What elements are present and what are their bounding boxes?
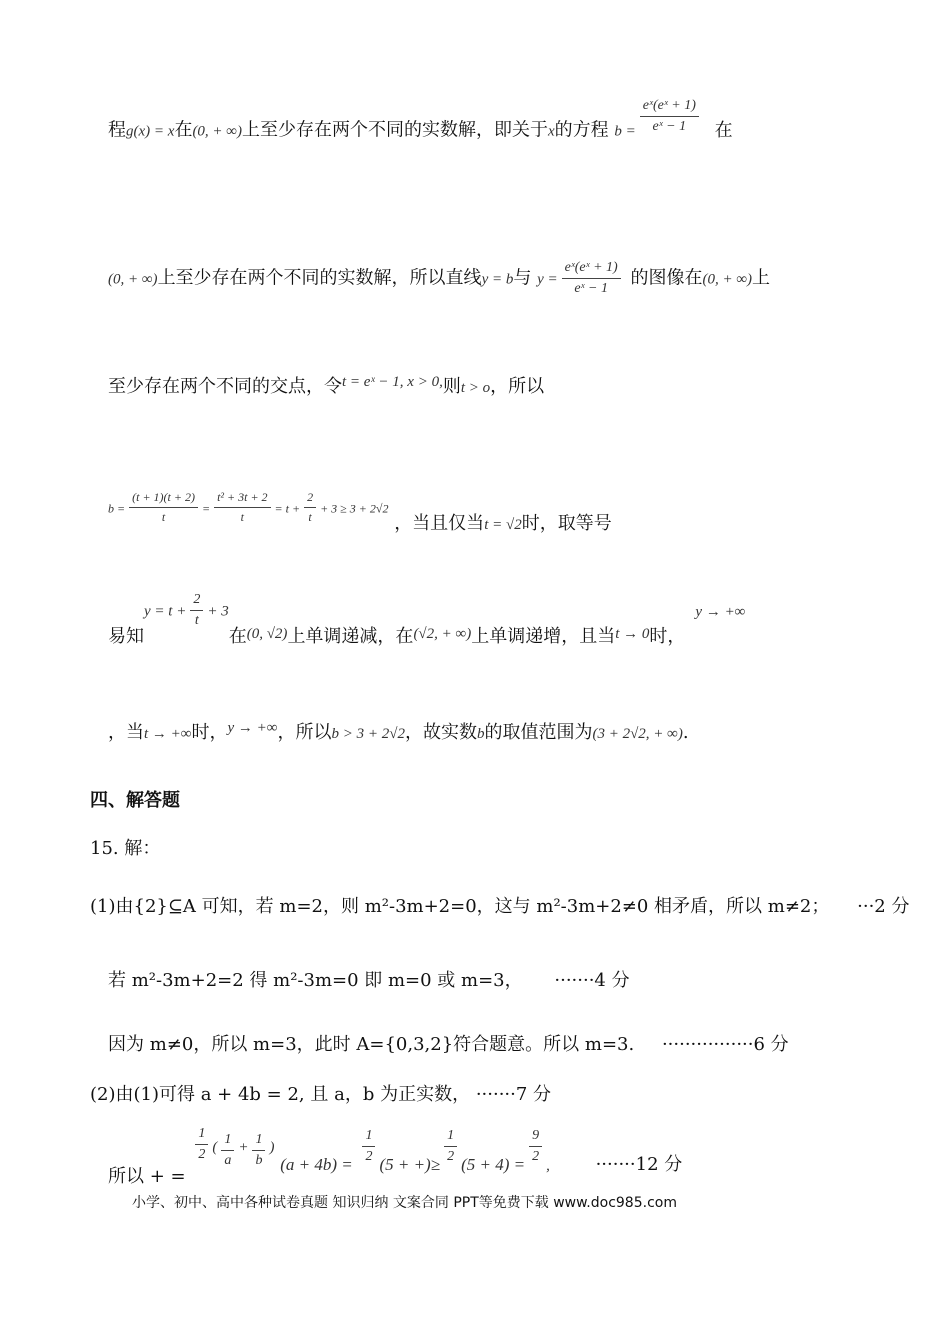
text: 上至少存在两个不同的实数解，即关于 xyxy=(242,119,548,141)
footer-text: 小学、初中、高中各种试卷真题 知识归纳 文案合同 PPT等免费下载 www.doc985.com xyxy=(132,1195,677,1211)
math: t → 0 xyxy=(615,625,650,642)
denominator: t xyxy=(161,510,166,524)
fraction xyxy=(640,98,699,135)
math: (0, √2) xyxy=(246,625,288,642)
math: (5 + 4) = xyxy=(461,1154,526,1174)
line-4 xyxy=(108,490,612,534)
math: ) xyxy=(269,1139,275,1156)
numerator: 1 xyxy=(195,1126,208,1145)
denominator: 2 xyxy=(365,1149,373,1164)
text: 在 xyxy=(714,119,733,141)
fraction xyxy=(304,490,316,525)
line-1 xyxy=(108,98,733,149)
math: + xyxy=(238,1139,249,1156)
math: x xyxy=(548,123,555,140)
score-marker: ·······7 分 xyxy=(475,1084,552,1105)
text: 上 xyxy=(752,267,771,289)
text: ，当且仅当 xyxy=(394,512,485,534)
numerator: 1 xyxy=(444,1128,457,1147)
text: 的取值范围为 xyxy=(484,722,593,743)
fraction xyxy=(529,1128,542,1165)
numerator: (t + 1)(t + 2) xyxy=(129,490,198,508)
math: + 3 ≥ 3 + 2√2 xyxy=(320,501,389,516)
text: 与 xyxy=(513,267,532,289)
score-marker: ················6 分 xyxy=(661,1034,789,1055)
math: y → +∞ xyxy=(227,720,278,736)
fraction xyxy=(562,260,621,297)
denominator: eˣ − 1 xyxy=(652,119,687,134)
solution-part-1 xyxy=(90,892,909,918)
math: g(x) = x xyxy=(126,123,175,140)
numerator: 1 xyxy=(252,1132,265,1151)
fraction xyxy=(221,1132,234,1169)
text: 时， xyxy=(649,625,686,647)
text: ，当 xyxy=(108,722,144,743)
denominator: t xyxy=(240,510,244,524)
math: t = eˣ − 1, x > 0, xyxy=(342,374,443,390)
text: (1)由{2}⊆A 可知，若 m=2，则 m²-3m+2=0，这与 m²-3m+2≠0 相矛盾，所以 m≠2； xyxy=(90,896,830,917)
text: ，故实数 xyxy=(404,722,477,743)
line-3 xyxy=(108,372,544,398)
text: 在 xyxy=(228,625,247,647)
text: 上至少存在两个不同的实数解，所以直线 xyxy=(157,267,482,289)
math: t = √2 xyxy=(484,516,522,533)
line-2 xyxy=(108,260,770,297)
text: 时， xyxy=(191,722,228,743)
solution-part-2 xyxy=(90,1080,551,1106)
text: . xyxy=(682,722,689,743)
text: 的方程 xyxy=(554,119,609,141)
score-marker: ·······4 分 xyxy=(554,970,630,991)
math: b xyxy=(476,726,485,742)
fraction xyxy=(444,1128,457,1165)
math: = t + xyxy=(274,501,301,516)
line-6 xyxy=(108,718,689,744)
text: 则 xyxy=(442,376,461,397)
score-marker: ·······12 分 xyxy=(595,1153,683,1175)
fraction xyxy=(252,1132,265,1169)
text: 至少存在两个不同的交点，令 xyxy=(108,376,342,397)
math: (0, + ∞) xyxy=(192,123,242,140)
numerator: 2 xyxy=(190,592,203,611)
text: ，所以 xyxy=(277,722,332,743)
math: ( xyxy=(212,1139,218,1156)
math: (a + 4b) = xyxy=(280,1154,353,1174)
numerator: 1 xyxy=(362,1128,375,1147)
text: (2)由(1)可得 a + 4b = 2, 且 a，b 为正实数， xyxy=(90,1084,471,1105)
math: (3 + 2√2, + ∞) xyxy=(592,726,683,742)
solution-line-2 xyxy=(108,966,630,992)
text: 的图像在 xyxy=(630,267,703,289)
denominator: t xyxy=(194,613,199,628)
fraction xyxy=(190,592,203,629)
denominator: 2 xyxy=(198,1147,206,1162)
math: + 3 xyxy=(207,603,229,620)
question-number: 15. 解： xyxy=(90,838,161,859)
solution-line-5 xyxy=(108,1126,683,1187)
solution-line-3 xyxy=(108,1030,789,1056)
math: (√2, + ∞) xyxy=(413,625,472,642)
denominator: b xyxy=(255,1153,263,1168)
fraction xyxy=(195,1126,208,1163)
math: (0, + ∞) xyxy=(108,271,158,288)
math: y = xyxy=(537,271,558,288)
math: (0, + ∞) xyxy=(702,271,753,288)
text: 易知 xyxy=(108,625,144,647)
math: y → +∞ xyxy=(695,603,746,620)
math: (5 + +)≥ xyxy=(379,1154,441,1174)
math: t → +∞ xyxy=(144,726,192,742)
math: y = b xyxy=(481,271,514,288)
numerator: eˣ(eˣ + 1) xyxy=(640,98,699,117)
numerator: 1 xyxy=(221,1132,234,1151)
math: = xyxy=(201,501,211,516)
denominator: eˣ − 1 xyxy=(574,281,608,296)
score-marker: ···2 分 xyxy=(857,896,910,917)
math: , xyxy=(546,1157,550,1174)
numerator: eˣ(eˣ + 1) xyxy=(562,260,621,279)
math: b > 3 + 2√2 xyxy=(331,726,405,742)
math: y = t + xyxy=(144,603,187,620)
denominator: t xyxy=(308,510,312,524)
text: ，所以 xyxy=(490,376,545,397)
text: 时，取等号 xyxy=(521,512,612,534)
text: 若 m²-3m+2=2 得 m²-3m=0 即 m=0 或 m=3， xyxy=(108,970,523,991)
math: t > o xyxy=(460,380,491,396)
numerator: t² + 3t + 2 xyxy=(214,490,270,508)
text: 上单调递增，且当 xyxy=(471,625,616,647)
numerator: 9 xyxy=(529,1128,542,1147)
text: 在 xyxy=(174,119,193,141)
math: b = xyxy=(108,501,126,516)
denominator: 2 xyxy=(447,1149,455,1164)
fraction xyxy=(362,1128,375,1165)
numerator: 2 xyxy=(304,490,316,508)
denominator: a xyxy=(224,1153,232,1168)
text: 因为 m≠0，所以 m=3，此时 A={0,3,2}符合题意。所以 m=3. xyxy=(108,1034,635,1055)
fraction xyxy=(129,490,198,525)
text: 程 xyxy=(108,119,126,141)
text: 上单调递减，在 xyxy=(287,625,414,647)
section-heading: 四、解答题 xyxy=(90,790,180,811)
text: 所以 + = xyxy=(108,1165,186,1187)
denominator: 2 xyxy=(532,1149,540,1164)
fraction xyxy=(214,490,270,525)
math: b = xyxy=(614,123,636,140)
